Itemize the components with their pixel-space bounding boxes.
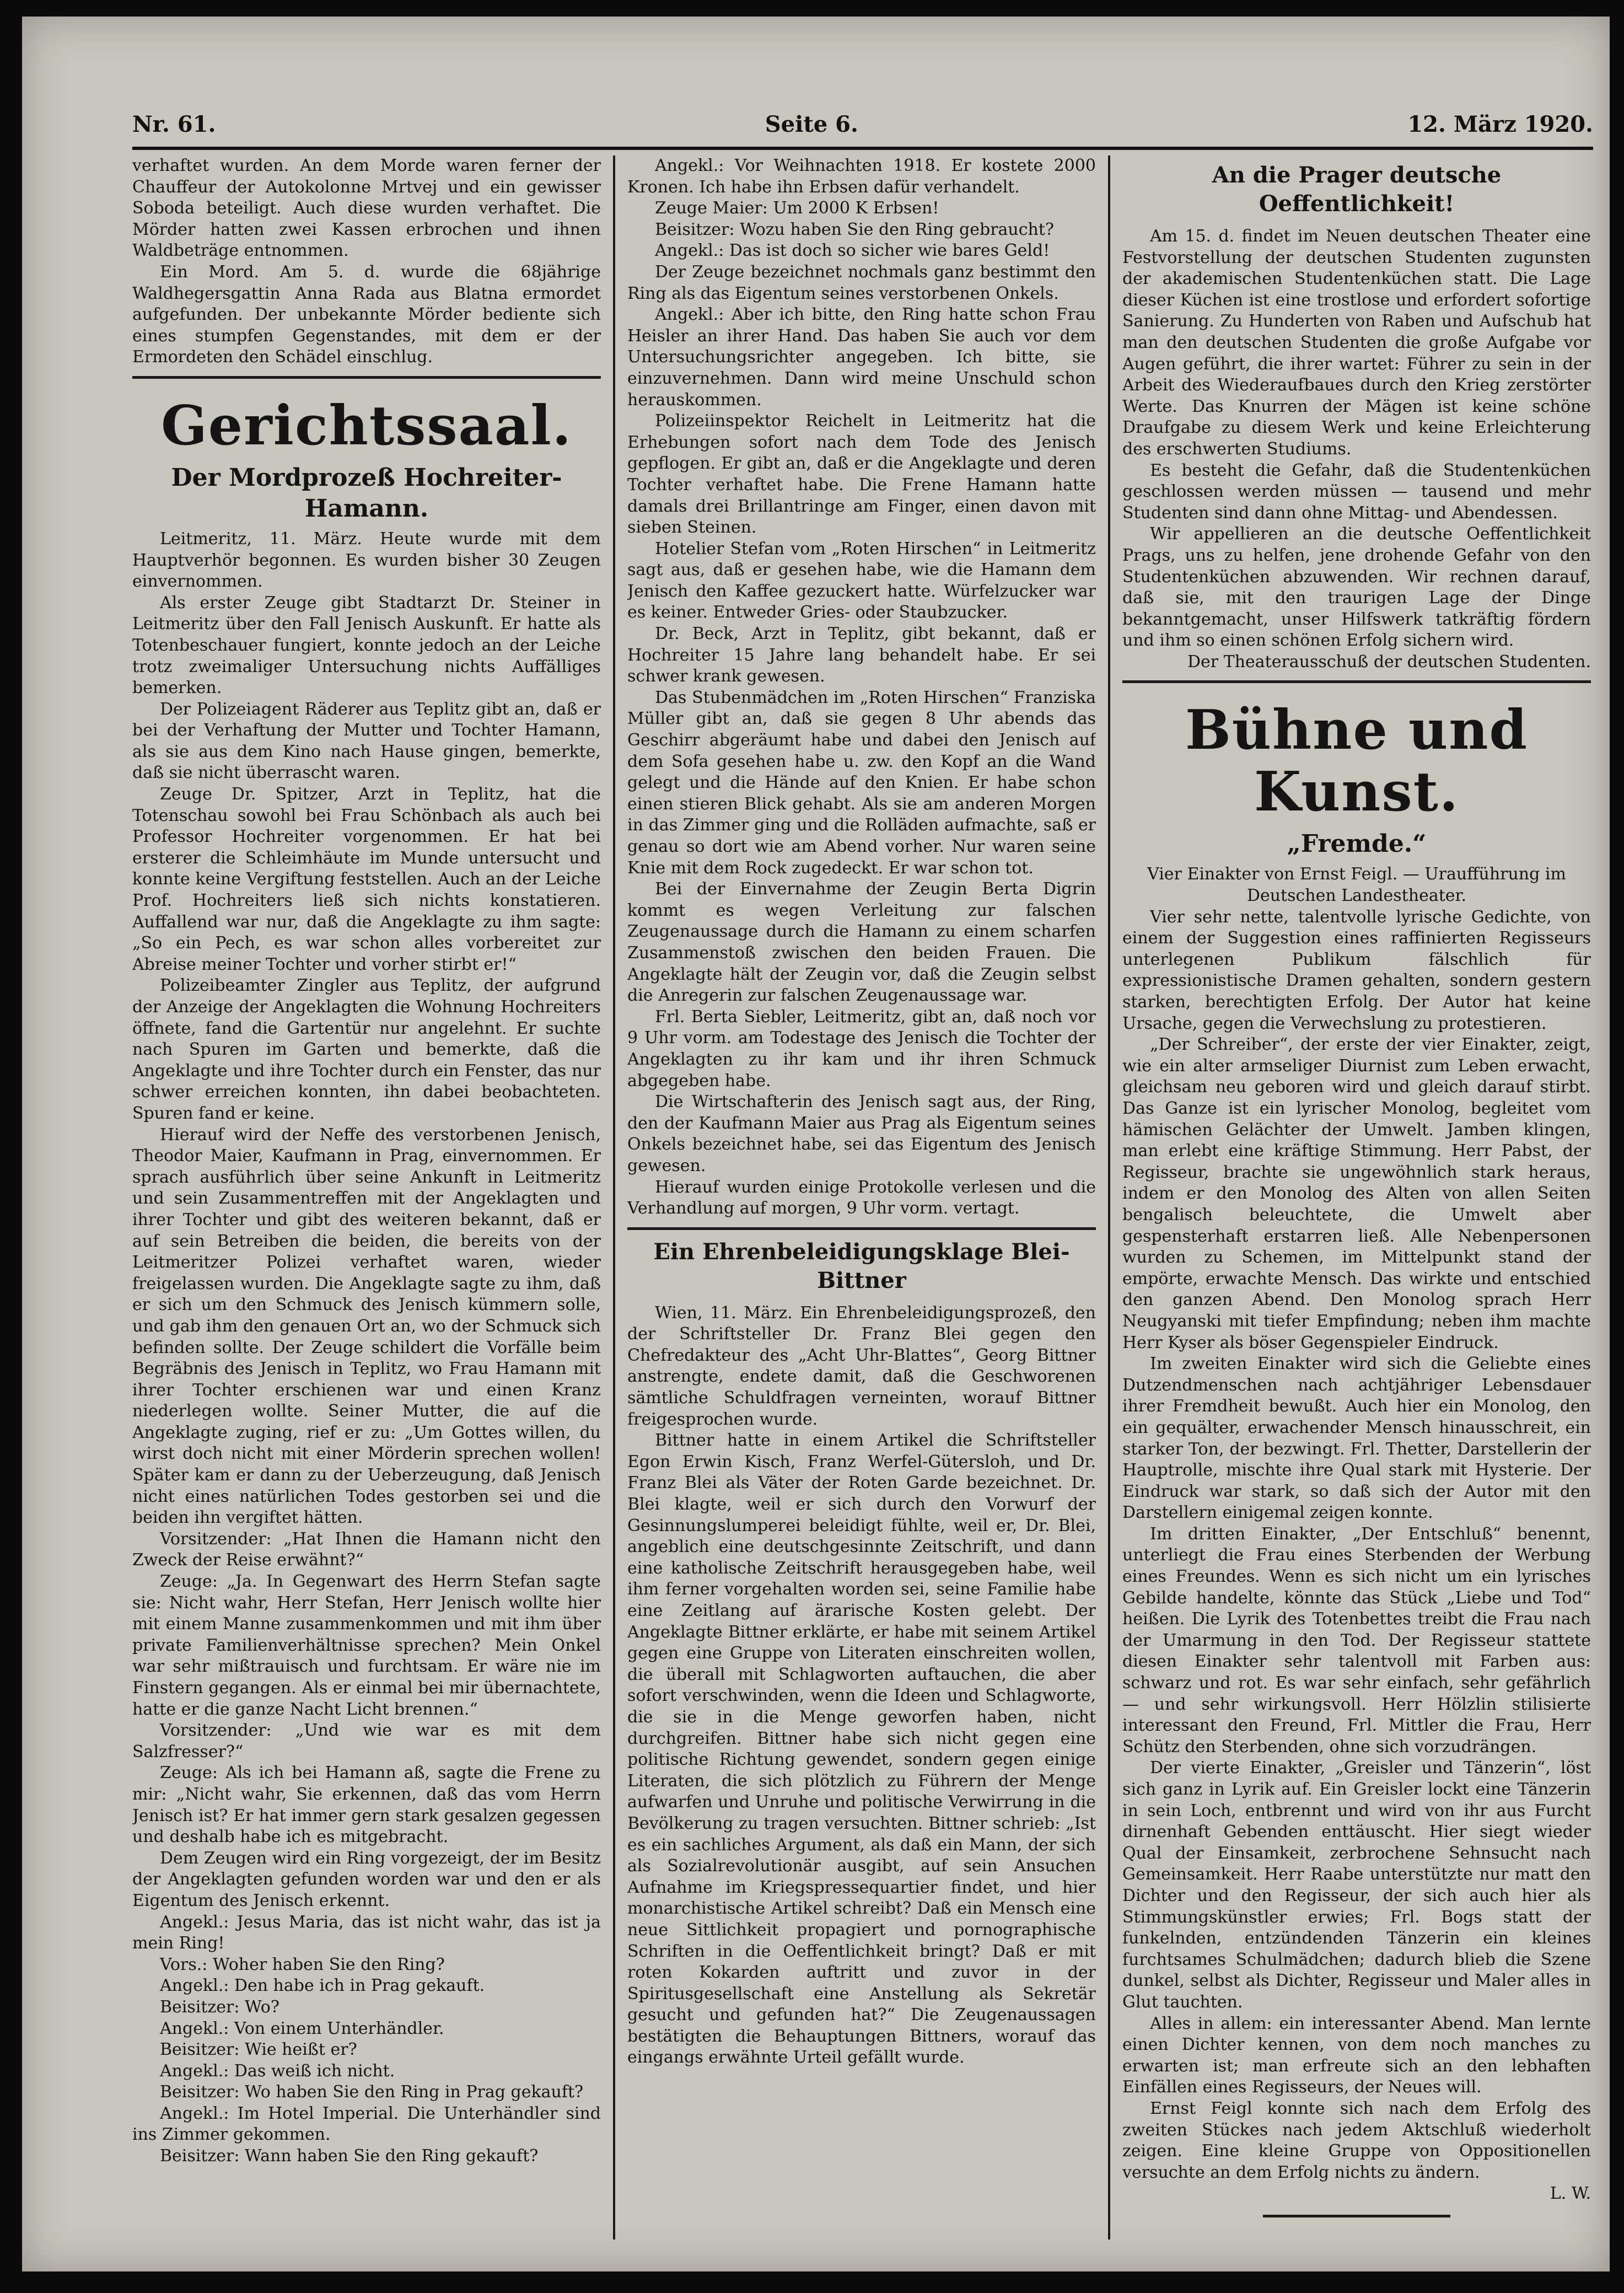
paragraph: Dr. Beck, Arzt in Teplitz, gibt bekannt, daß er Hochreiter 15 Jahre lang behandelt habe. Er sei schwer krank gewesen. [627,624,1096,686]
article-heading: Der Mordprozeß Hochreiter-Hamann. [171,463,562,523]
paragraph: Zeuge: Als ich bei Hamann aß, sagte die Frene zu mir: „Nicht wahr, Sie erkennen, daß das vom Herrn Jenisch ist? Er hat immer gern stark gesalzen gegessen und deshalb habe ich es mitgebracht. [132,1763,601,1847]
paragraph: Vorsitzender: „Hat Ihnen die Hamann nicht den Zweck der Reise erwähnt?“ [132,1529,601,1570]
paragraph: Beisitzer: Wo? [160,1997,279,2017]
signature: Der Theaterausschuß der deutschen Studenten. [1187,652,1591,672]
paragraph: Bei der Einvernahme der Zeugin Berta Digrin kommt es wegen Verleitung zur falschen Zeugenaussage durch die Hamann zu einem scharfen Zusammenstoß zwischen den beiden Frauen. Die Angeklagte hält der Zeugin vor, daß die Zeugin selbst die Anregerin zur falschen Zeugenaussage war. [627,879,1096,1006]
paragraph: Wien, 11. März. Ein Ehrenbeleidigungsprozeß, den der Schriftsteller Dr. Franz Blei gegen den Chefredakteur des „Acht Uhr-Blattes“, Georg Bittner anstrengte, endete damit, daß die Geschworenen sämtliche Schuldfragen verneinten, worauf Bittner freigesprochen wurde. [627,1303,1096,1429]
paragraph: Polizeiinspektor Reichelt in Leitmeritz hat die Erhebungen sofort nach dem Tode des Jenisch gepflogen. Er gibt an, daß er die Angeklagte und deren Tochter verhaftet habe. Die Frene Hamann hatte damals drei Brillantringe am Finger, einen davon mit sieben Steinen. [627,411,1096,538]
byline: Vier Einakter von Ernst Feigl. — Uraufführung im Deutschen Landestheater. [1147,864,1566,906]
paragraph: Im dritten Einakter, „Der Entschluß“ benennt, unterliegt die Frau eines Sterbenden der Werbung eines Freundes. Wenn es sich nicht um ein lyrisches Gebilde handelte, könnte das Stück „Liebe und Tod“ heißen. Die Lyrik des Totenbettes treibt die Frau nach der Umarmung in den Tod. Der Regisseur stattete diesen Einakter sehr talentvoll mit Farben aus: schwarz und rot. Es war sehr einfach, sehr gefährlich — und sehr wirkungsvoll. Herr Hölzlin stilisierte interessant den Freund, Frl. Mittler die Frau, Herr Schütz den Sterbenden, ohne sich vorzudrängen. [1122,1524,1591,1757]
paragraph: Zeuge Dr. Spitzer, Arzt in Teplitz, hat die Totenschau sowohl bei Frau Schönbach als auch bei Professor Hochreiter vorgenommen. Er hat bei ersterer die Schleimhäute im Munde untersucht und konnte keine Vergiftung feststellen. Auch an der Leiche Prof. Hochreiters ließ sich nichts konstatieren. Auffallend war nur, daß die Angeklagte zu ihm sagte: „So ein Pech, es war schon alles vorbereitet zur Abreise meiner Tochter und vorher stirbt er!“ [132,785,601,974]
paragraph: Leitmeritz, 11. März. Heute wurde mit dem Hauptverhör begonnen. Es wurden bisher 30 Zeugen einvernommen. [132,529,601,592]
paragraph: Ernst Feigl konnte sich nach dem Erfolg des zweiten Stückes nach jedem Aktschluß wiederholt zeigen. Eine kleine Gruppe von Oppositionellen versuchte an dem Erfolg nichts zu ändern. [1122,2098,1591,2182]
paragraph: Als erster Zeuge gibt Stadtarzt Dr. Steiner in Leitmeritz über den Fall Jenisch Auskunft. Er hatte als Totenbeschauer fungiert, konnte jedoch an der Leiche trotz zweimaliger Untersuchung nichts Auffälliges bemerken. [132,593,601,698]
paragraph: Vorsitzender: „Und wie war es mit dem Salzfresser?“ [132,1721,601,1762]
paragraph: Der vierte Einakter, „Greisler und Tänzerin“, löst sich ganz in Lyrik auf. Ein Greisler lockt eine Tänzerin in sein Loch, entbrennt und wird von ihr aus Furcht dirnenhaft Gebenden enttäuscht. Hier siegt wieder Qual der Einsamkeit, zerbrochene Sehnsucht nach Gemeinsamkeit. Herr Raabe unterstützte nur matt den Dichter und den Regisseur, der sich auch hier als Stimmungskünstler erwies; Frl. Bogs statt der funkelnden, entzündenden Tänzerin ein kleines furchtsames Schulmädchen; dadurch blieb die Szene dunkel, selbst als Dichter, Regisseur und Maler alles in Glut tauchten. [1122,1758,1591,2012]
paragraph: Hierauf wird der Neffe des verstorbenen Jenisch, Theodor Maier, Kaufmann in Prag, einvernommen. Er sprach ausführlich über seine Ankunft in Leitmeritz und sein Zusammentreffen mit der Angeklagten und ihrer Tochter und gibt des weiteren bekannt, daß er auf sein Betreiben die beiden, die bereits von der Leitmeritzer Polizei verhaftet waren, wieder freigelassen wurden. Die Angeklagte sagte zu ihm, daß er sich um den Schmuck des Jenisch kümmern solle, und gab ihm den genauen Ort an, wo der Schmuck sich befinden sollte. Der Zeuge schildert die Vorfälle beim Begräbnis des Jenisch in Teplitz, wo Frau Hamann mit ihrer Tochter erschienen war und einen Kranz niederlegen wollte. Seiner Mutter, die auf die Angeklagte zuging, rief er zu: „Um Gottes willen, du wirst doch nicht mit einer Mörderin sprechen wollen! Später kam er dann zu der Ueberzeugung, daß Jenisch nicht eines natürlichen Todes gestorben sei und die beiden ihn vergiftet hätten. [132,1125,601,1528]
column-divider [613,155,615,2240]
section-heading-courtroom: Gerichtssaal. [161,394,572,458]
paragraph: Das Stubenmädchen im „Roten Hirschen“ Franziska Müller gibt an, daß sie gegen 8 Uhr abends das Geschirr abgeräumt habe und dabei den Jenisch auf dem Sofa gesehen habe u. zw. den Kopf an die Wand gelegt und die Hände auf den Knien. Er habe schon einen stieren Blick gehabt. Als sie am anderen Morgen in das Zimmer ging und die Rolläden aufmachte, saß er genau so dort wie am Abend vorher. Nur waren seine Knie mit dem Rock zugedeckt. Er war schon tot. [627,688,1096,878]
paragraph: Wir appellieren an die deutsche Oeffentlichkeit Prags, uns zu helfen, jene drohende Gefahr von den Studentenküchen abzuwenden. Wir rechnen darauf, daß sie, mit den traurigen Lage der Dinge bekanntgemacht, unser Hilfswerk tatkräftig fördern und ihm so einen schönen Erfolg sichern wird. [1122,524,1591,651]
paragraph: Der Polizeiagent Räderer aus Teplitz gibt an, daß er bei der Verhaftung der Mutter und Tochter Hamann, als sie aus dem Kino nach Hause gingen, bemerkte, daß sie nicht überrascht waren. [132,699,601,783]
issue-date: 12. März 1920. [1407,111,1593,137]
paragraph: verhaftet wurden. An dem Morde waren ferner der Chauffeur der Autokolonne Mrtvej und ein gewisser Soboda beteiligt. Auch diese wurden verhaftet. Die Mörder hatten zwei Kassen erbrochen und ihnen Waldbeträge entnommen. [132,156,601,261]
column-1 [132,155,601,2240]
header-rule [132,147,1593,150]
paragraph: Der Zeuge bezeichnet nochmals ganz bestimmt den Ring als das Eigentum seines verstorbenen Onkels. [627,262,1096,303]
paragraph: Am 15. d. findet im Neuen deutschen Theater eine Festvorstellung der deutschen Studenten zugunsten der akademischen Studentenküchen statt. Die Lage dieser Küchen ist eine trostlose und erfordert sofortige Sanierung. Zu Hunderten von Raben und Aufschub hat man den deutschen Studenten die große Aufgabe vor Augen geführt, die ihrer wartet: Führer zu sein in der Arbeit des Wiederaufbaues durch den Krieg zerstörter Werte. Das Knurren der Mägen ist keine schöne Draufgabe zu diesem Werk und keine Erleichterung des erschwerten Studiums. [1122,227,1591,459]
paragraph: Vors.: Woher haben Sie den Ring? [160,1954,445,1974]
paragraph: Angekl.: Den habe ich in Prag gekauft. [160,1976,485,1996]
paragraph: Beisitzer: Wann haben Sie den Ring gekauft? [160,2146,539,2166]
column-2 [627,155,1096,2240]
column-divider [1108,155,1110,2240]
section-divider [627,1227,1096,1230]
paragraph: Dem Zeugen wird ein Ring vorgezeigt, der im Besitz der Angeklagten gefunden worden war und den er als Eigentum des Jenisch erkennt. [132,1848,601,1910]
newspaper-page [22,17,1610,2271]
paragraph: Es besteht die Gefahr, daß die Studentenküchen geschlossen werden müssen — tausend und mehr Studenten sind dann ohne Mittag- und Abendessen. [1122,460,1591,523]
paragraph: Im zweiten Einakter wird sich die Geliebte eines Dutzendmenschen nach achtjähriger Lebensdauer ihrer Fremdheit bewußt. Auch hier ein Monolog, den ein gequälter, erwachender Mensch hinausschreit, ein starker Ton, der bezwingt. Frl. Thetter, Darstellerin der Hauptrolle, mischte ihre Qual stark mit Hysterie. Der Eindruck war stark, so daß sich der Autor mit den Darstellern einigemal zeigen konnte. [1122,1354,1591,1523]
article-heading: „Fremde.“ [1287,830,1427,858]
paragraph: Bittner hatte in einem Artikel die Schriftsteller Egon Erwin Kisch, Franz Werfel-Gütersloh, und Dr. Franz Blei als Väter der Roten Garde bezeichnet. Dr. Blei klagte, weil er sich durch den Vorwurf der Gesinnungslumperei beleidigt fühlte, weil er, Dr. Blei, angeblich eine deutschgesinnte Zeitschrift, und dann eine katholische Zeitschrift herausgegeben habe, weil ihm ferner vorgehalten worden sei, seine Familie habe eine Zeitlang auf ärarische Kosten gelebt. Der Angeklagte Bittner erklärte, er habe mit seinem Artikel gegen eine Gruppe von Literaten einschreiten wollen, die überall mit Schlagworten auftauchen, die aber sofort verschwinden, wenn die Ideen und Schlagworte, die sie in die Menge geworfen haben, nicht durchgreifen. Bittner habe sich nicht gegen eine politische Richtung gewendet, sondern gegen einige Literaten, die sich plötzlich zu Führern der Menge aufwarfen und Unruhe und politische Verwirrung in die Bevölkerung zu tragen versuchten. Bittner schrieb: „Ist es ein sachliches Argument, als daß ein Mann, der sich als Sozialrevolutionär ausgibt, auf sein Ansuchen Aufnahme im Kriegspressequartier findet, und hier monarchistische Artikel schreibt? Daß ein Mensch eine neue Sittlichkeit propagiert und pornographische Schriften in die Oeffentlichkeit bringt? Daß er mit roten Kokarden auftritt und zuvor in der Spiritusgesellschaft eine Anstellung als Sekretär gesucht und gefunden hat?“ Die Zeugenaussagen bestätigten die Behauptungen Bittners, worauf das eingangs erwähnte Urteil gefällt wurde. [627,1431,1096,2068]
author-initials: L. W. [1550,2184,1591,2204]
section-heading-stage-and-art: Bühne und Kunst. [1185,699,1529,824]
article-heading: Ein Ehrenbeleidigungsklage Blei-Bittner [653,1238,1070,1293]
paragraph: Angekl.: Jesus Maria, das ist nicht wahr, das ist ja mein Ring! [132,1912,601,1953]
paragraph: Angekl.: Vor Weihnachten 1918. Er kostete 2000 Kronen. Ich habe ihn Erbsen dafür verhandelt. [627,156,1096,197]
paragraph: Zeuge Maier: Um 2000 K Erbsen! [655,198,939,218]
paragraph: Die Wirtschafterin des Jenisch sagt aus, der Ring, den der Kaufmann Maier aus Prag als Eigentum seines Onkels bezeichnet habe, sei das Eigentum des Jenisch gewesen. [627,1092,1096,1175]
paragraph: Hotelier Stefan vom „Roten Hirschen“ in Leitmeritz sagt aus, daß er gesehen habe, wie die Hamann dem Jenisch den Kaffee gezuckert hatte. Würfelzucker war es keiner. Entweder Gries- oder Staubzucker. [627,539,1096,622]
issue-number: Nr. 61. [132,111,216,137]
paragraph: Angekl.: Aber ich bitte, den Ring hatte schon Frau Heisler an ihrer Hand. Das haben Sie auch vor dem Untersuchungsrichter angegeben. Ich bitte, sie einzuvernehmen. Dann wird meine Unschuld schon herauskommen. [627,305,1096,410]
paragraph: Hierauf wurden einige Protokolle verlesen und die Verhandlung auf morgen, 9 Uhr vorm. vertagt. [627,1177,1096,1218]
page-number: Seite 6. [765,111,858,137]
paragraph: Angekl.: Von einem Unterhändler. [160,2018,444,2038]
paragraph: Beisitzer: Wie heißt er? [160,2040,357,2060]
paragraph: Angekl.: Das ist doch so sicher wie bares Geld! [655,241,1050,261]
paragraph: Vier sehr nette, talentvolle lyrische Gedichte, von einem der Suggestion eines raffinierten Regisseurs unterlegenen Publikum fälschlich für expressionistische Dramen gehalten, sondern gestern starken, berechtigten Erfolg. Der Autor hat keine Ursache, gegen die Verwechslung zu protestieren. [1122,907,1591,1033]
paragraph: Frl. Berta Siebler, Leitmeritz, gibt an, daß noch vor 9 Uhr vorm. am Todestage des Jenisch die Tochter der Angeklagten zu ihr kam und ihr ihren Schmuck abgegeben habe. [627,1007,1096,1091]
page-header [132,105,1593,143]
paragraph: Beisitzer: Wo haben Sie den Ring in Prag gekauft? [160,2082,584,2102]
section-divider [132,376,601,379]
paragraph: Beisitzer: Wozu haben Sie den Ring gebraucht? [655,219,1054,239]
paragraph: Zeuge: „Ja. In Gegenwart des Herrn Stefan sagte sie: Nicht wahr, Herr Stefan, Herr Jenisch wollte hier mit einem Manne zusammenkommen und mit ihm über private Familienverhältnisse sprechen? Mein Onkel war sehr mißtrauisch und furchtsam. Er wäre nie im Finstern gegangen. Als er einmal bei mir übernachtete, hatte er die ganze Nacht Licht brennen.“ [132,1572,601,1719]
paragraph: Angekl.: Im Hotel Imperial. Die Unterhändler sind ins Zimmer gekommen. [132,2103,601,2145]
paragraph: Polizeibeamter Zingler aus Teplitz, der aufgrund der Anzeige der Angeklagten die Wohnung Hochreiters öffnete, fand die Gartentür nur angelehnt. Er suchte nach Spuren im Garten und bemerkte, daß die Angeklagte und ihre Tochter durch ein Fenster, das nur schwer erreichen konnten, ihn dabei beobachteten. Spuren fand er keine. [132,976,601,1123]
paragraph: Alles in allem: ein interessanter Abend. Man lernte einen Dichter kennen, von dem noch manches zu erwarten ist; man erfreute sich an den lebhaften Einfällen eines Regisseurs, der Neues will. [1122,2013,1591,2097]
paragraph: Angekl.: Das weiß ich nicht. [160,2061,395,2081]
appeal-heading: An die Prager deutsche Oeffentlichkeit! [1212,162,1502,217]
paragraph: Ein Mord. Am 5. d. wurde die 68jährige Waldhegersgattin Anna Rada aus Blatna ermordet aufgefunden. Der unbekannte Mörder bediente sich eines stumpfen Gegenstandes, mit dem er der Ermordeten den Schädel einschlug. [132,262,601,367]
section-divider [1122,680,1591,683]
paragraph: „Der Schreiber“, der erste der vier Einakter, zeigt, wie ein alter armseliger Diurnist zum Leben erwacht, gleichsam neu geboren wird und gleich darauf stirbt. Das Ganze ist ein lyrischer Monolog, begleitet vom hämischen Gelächter der Umwelt. Jamben klingen, man erlebt eine kräftige Stimmung. Herr Pabst, der Regisseur, brachte sie ungewöhnlich stark heraus, indem er den Monolog des Alten von allen Seiten bengalisch beleuchtete, die Umwelt aber gespensterhaft erstarren ließ. Alle Nebenpersonen wurden zu Schemen, im Mittelpunkt stand der empörte, erwachte Mensch. Das wirkte und entschied den ganzen Abend. Den Monolog sprach Herr Neugyanski mit tiefer Empfindung; neben ihm machte Herr Kyser als böser Gegenspieler Eindruck. [1122,1035,1591,1352]
end-rule [1263,2215,1450,2217]
column-3 [1122,155,1591,2240]
